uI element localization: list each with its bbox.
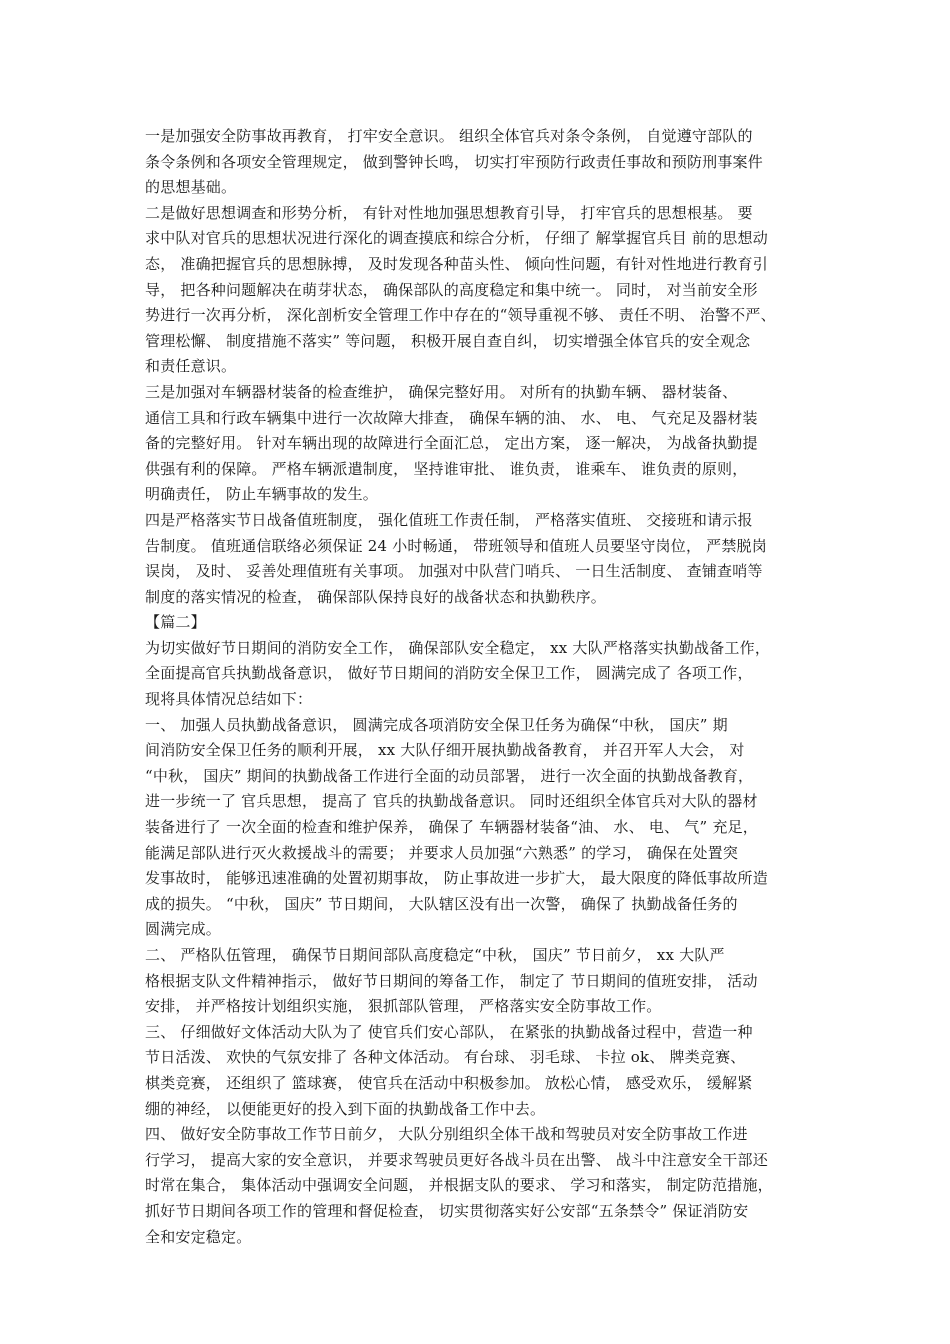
paragraph-7: 二、 严格队伍管理， 确保节日期间部队高度稳定“中秋， 国庆” 节日前夕， xx 大队严 格根据支队文件精神指示， 做好节日期间的筹备工作， 制定了 节日期间的值班安排， 活动 安排， 并严格按计划组织实施， 狠抓部队管理， 严格落实安全防事故工作。 — [145, 946, 758, 1016]
paragraph-1: 一是加强安全防事故再教育， 打牢安全意识。 组织全体官兵对条令条例， 自觉遵守部队的 条令条例和各项安全管理规定， 做到警钟长鸣， 切实打牢预防行政责任事故和预防刑事案件 的思想基础。 — [145, 127, 763, 197]
paragraph-8: 三、 仔细做好文体活动大队为了 使官兵们安心部队， 在紧张的执勤战备过程中，营造一种 节日活泼、 欢快的气氛安排了 各种文体活动。 有台球、 羽毛球、 卡拉 ok、 牌类竞赛、 棋类竞赛， 还组织了 篮球赛， 使官兵在活动中积极参加。 放松心情， 感受欢乐， 缓解紧 绷的神经， 以便能更好的投入到下面的执勤战备工作中去。 — [145, 1022, 753, 1118]
section-heading: 【篇二】 — [145, 613, 206, 632]
paragraph-5: 为切实做好节日期间的消防安全工作， 确保部队安全稳定， xx 大队严格落实执勤战备工作， 全面提高官兵执勤战备意识， 做好节日期间的消防安全保卫工作， 圆满完成了 各项工作， 现将具体情况总结如下： — [145, 638, 771, 709]
paragraph-2: 二是做好思想调查和形势分析， 有针对性地加强思想教育引导， 打牢官兵的思想根基。 要 求中队对官兵的思想状况进行深化的调查摸底和综合分析， 仔细了 解掌握官兵目 前的思想动 态， 准确把握官兵的思想脉搏， 及时发现各种苗头性、 倾向性问题，有针对性地进行教育引 导， 把各种问题解决在萌芽状态， 确保部队的高度稳定和集中统一。 同时， 对当前安全形 势进行一次再分析， 深化剖析安全管理工作中存在的“领导重视不够、 责任不明、 治警不严、 管理松懈、 制度措施不落实” 等问题， 积极开展自查自纠， 切实增强全体官兵的安全观念 和责任意识。 — [145, 203, 776, 376]
paragraph-6: 一、 加强人员执勤战备意识， 圆满完成各项消防安全保卫任务为确保“中秋， 国庆” 期 间消防安全保卫任务的顺利开展， xx 大队仔细开展执勤战备教育， 并召开军人大会， 对 “中秋， 国庆” 期间的执勤战备工作进行全面的动员部署， 进行一次全面的执勤战备教育， 进一步统一了 官兵思想， 提高了 官兵的执勤战备意识。 同时还组织全体官兵对大队的器材 装备进行了 一次全面的检查和维护保养， 确保了 车辆器材装备“油、 水、 电、 气” 充足， 能满足部队进行灭火救援战斗的需要； 并要求人员加强“六熟悉” 的学习， 确保在处置突 发事故时， 能够迅速准确的处置初期事故， 防止事故进一步扩大， 最大限度的降低事故所造 成的损失。 “中秋， 国庆” 节日期间， 大队辖区没有出一次警， 确保了 执勤战备任务的 圆满完成。 — [145, 715, 768, 939]
document-body — [145, 124, 813, 1250]
paragraph-4: 四是严格落实节日战备值班制度， 强化值班工作责任制， 严格落实值班、 交接班和请示报 告制度。 值班通信联络必须保证 24 小时畅通， 带班领导和值班人员要坚守岗位， 严禁脱岗 误岗， 及时、 妥善处理值班有关事项。 加强对中队营门哨兵、 一日生活制度、 查铺查哨等 制度的落实情况的检查， 确保部队保持良好的战备状态和执勤秩序。 — [145, 510, 767, 606]
paragraph-9: 四、 做好安全防事故工作节日前夕， 大队分别组织全体干战和驾驶员对安全防事故工作进 行学习， 提高大家的安全意识， 并要求驾驶员更好各战斗员在出警、 战斗中注意安全干部还 时常在集合， 集体活动中强调安全问题， 并根据支队的要求、 学习和落实， 制定防范措施， 抓好节日期间各项工作的管理和督促检查， 切实贯彻落实好公安部“五条禁令” 保证消防安 全和安定稳定。 — [145, 1125, 773, 1246]
paragraph-3: 三是加强对车辆器材装备的检查维护， 确保完整好用。 对所有的执勤车辆、 器材装备、 通信工具和行政车辆集中进行一次故障大排查， 确保车辆的油、 水、 电、 气充足及器材装 备的完整好用。 针对车辆出现的故障进行全面汇总， 定出方案， 逐一解决， 为战备执勤提 供强有利的保障。 严格车辆派遣制度， 坚持谁审批、 谁负责， 谁乘车、 谁负责的原则， 明确责任， 防止车辆事故的发生。 — [145, 382, 758, 504]
